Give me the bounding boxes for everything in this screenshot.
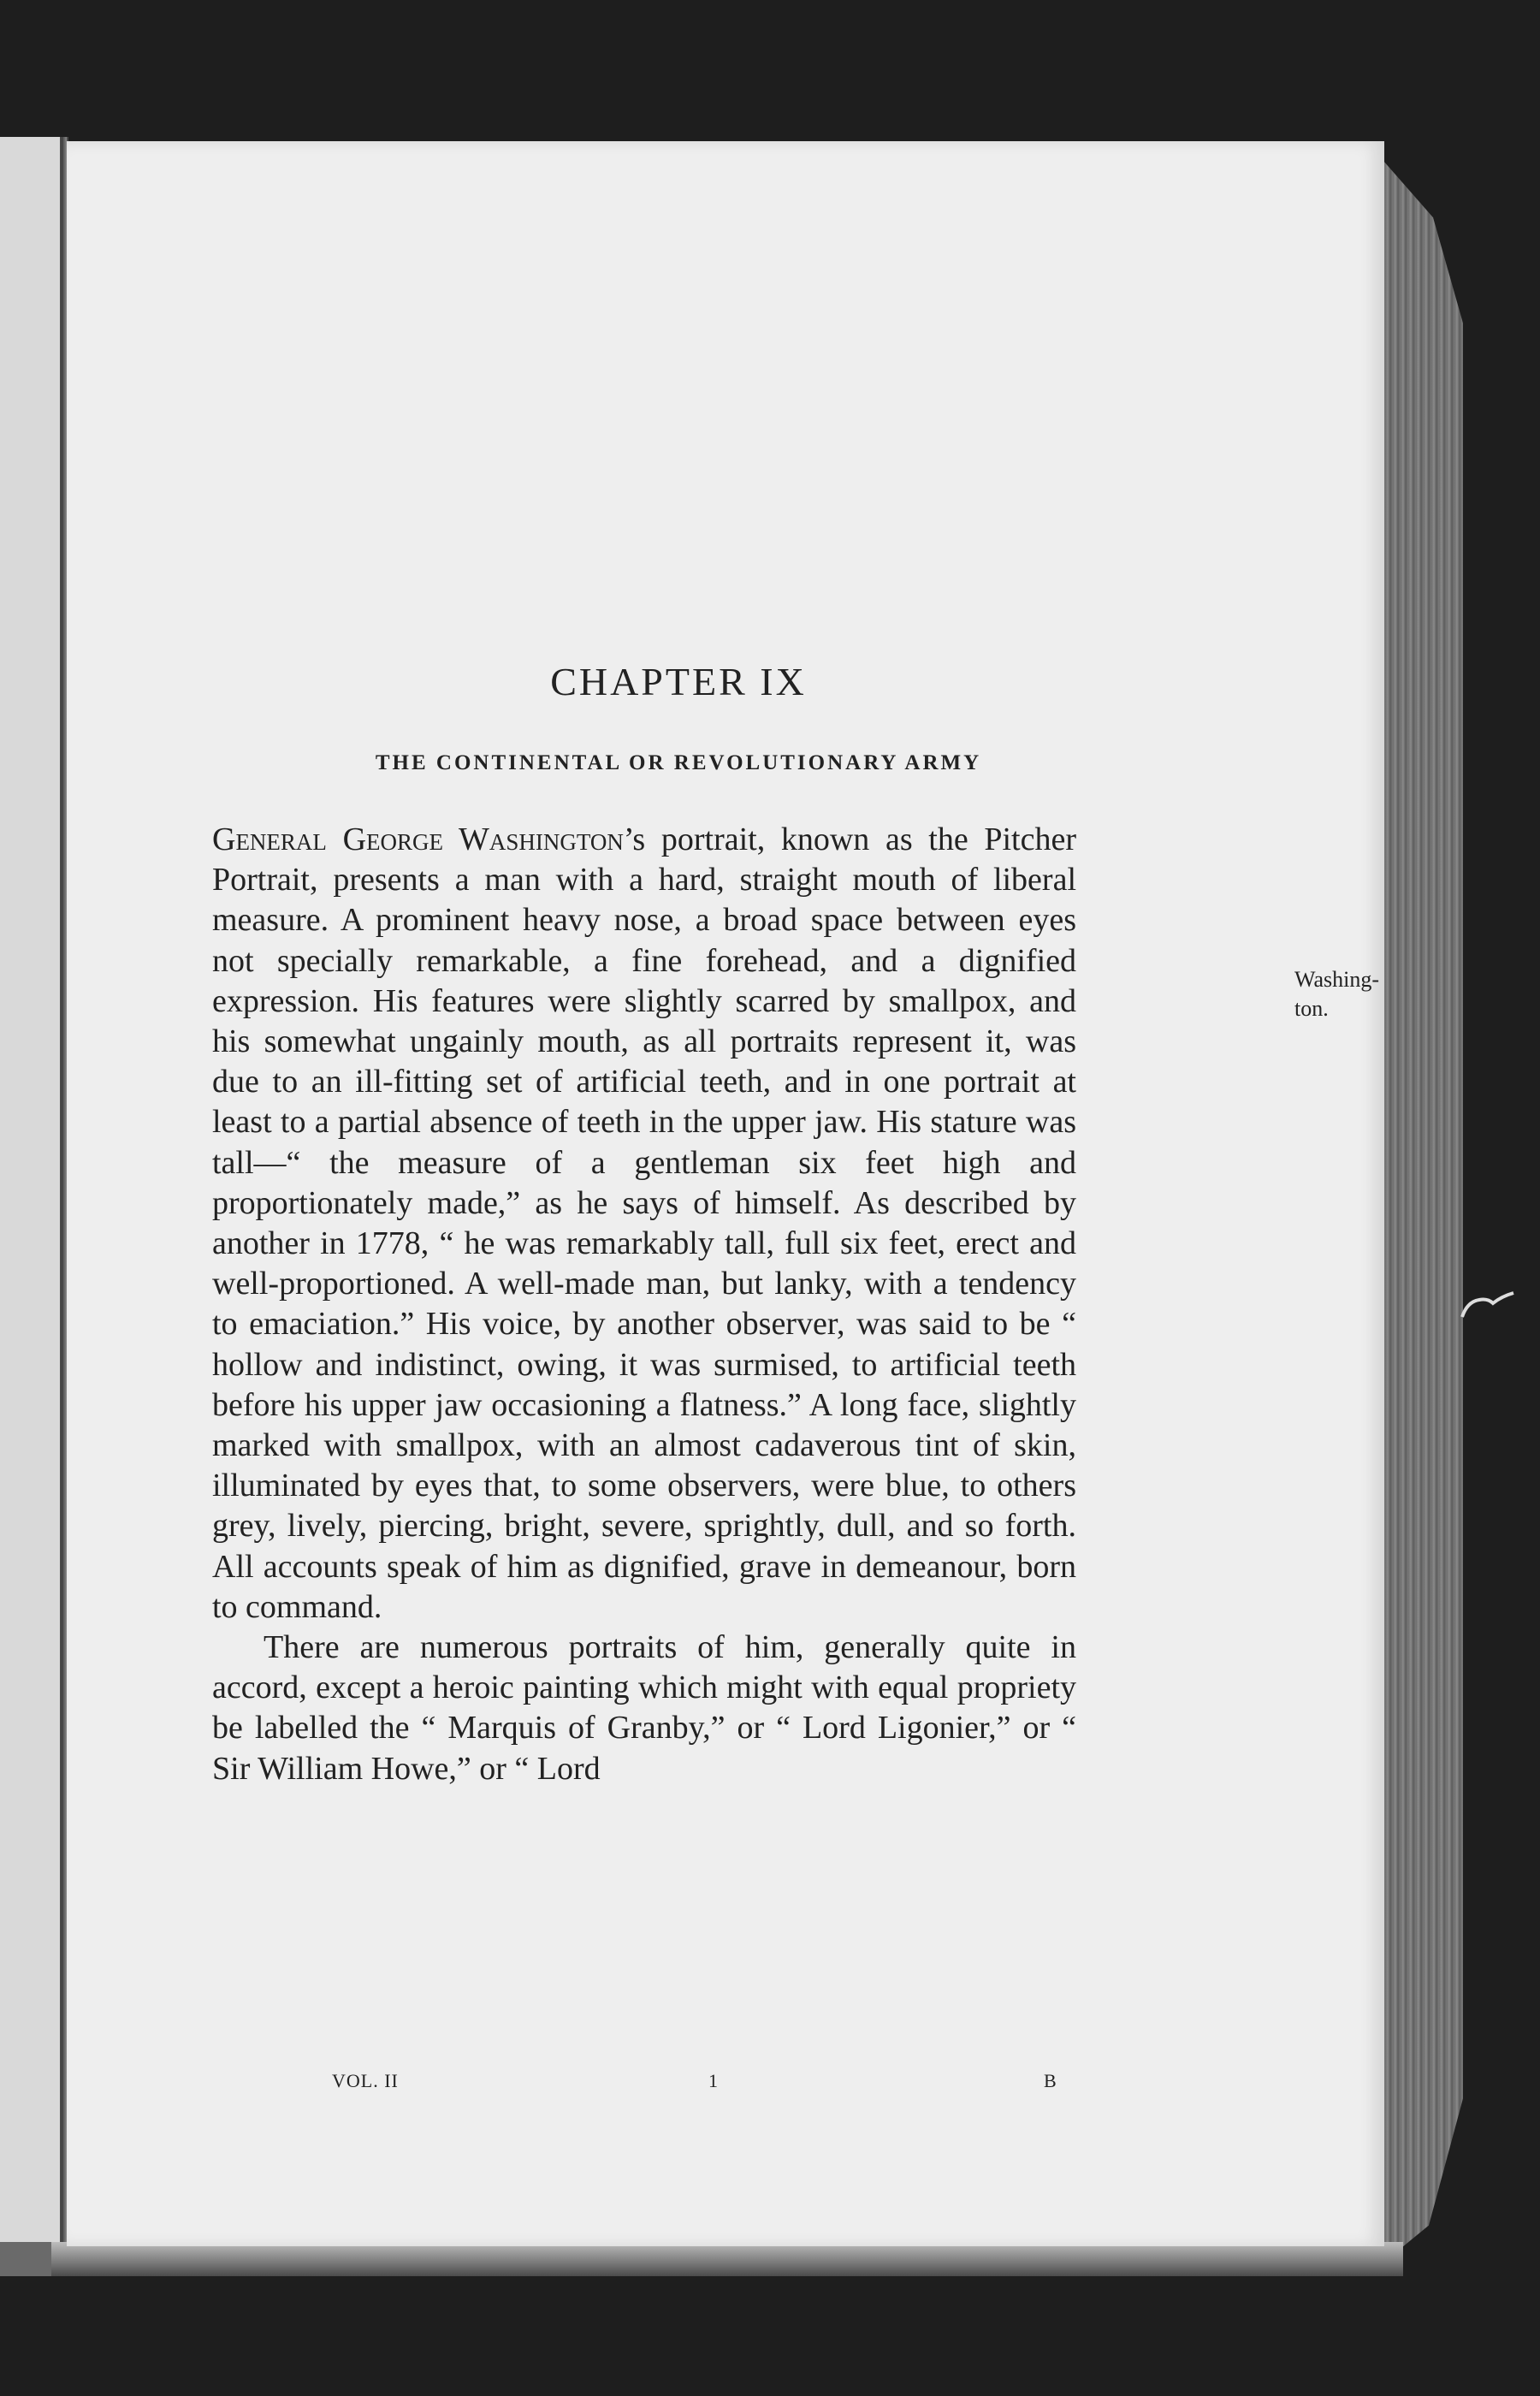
opening-smallcaps: General George Washington bbox=[212, 821, 624, 857]
marginal-note-line-2: ton. bbox=[1294, 996, 1329, 1021]
signature-mark: B bbox=[1044, 2070, 1057, 2091]
book-bottom-edge bbox=[51, 2242, 1403, 2276]
chapter-title: CHAPTER IX bbox=[550, 660, 807, 703]
marginal-note-line-1: Washing- bbox=[1294, 967, 1379, 992]
marginal-note bbox=[1294, 965, 1423, 1023]
paragraph-1-text: ’s portrait, known as the Pitcher Portrait, presents a man with a hard, straight mouth of liberal measure. A prominent heavy nose, a broad space between eyes not specially remarkable, a fine forehead, and a dignified expression. His features were slightly scarred by smallpox, and his somewhat ungainly mouth, as all portraits represent it, was due to an ill-fitting set of artificial teeth, and in one portrait at least to a partial absence of teeth in the upper jaw. His stature was tall—“ the measure of a gentleman six feet high and proportionately made,” as he says of himself. As described by another in 1778, “ he was remarkably tall, full six feet, erect and well-proportioned. A well-made man, but lanky, with a tendency to emaciation.” His voice, by another observer, was said to be “ hollow and indistinct, owing, it was surmised, to artificial teeth before his upper jaw occasioning a flatness.” A long face, slightly marked with smallpox, with an almost cadaverous tint of skin, illuminated by eyes that, to some observers, were blue, to others grey, lively, piercing, bright, severe, sprightly, dull, and so forth. All accounts speak of him as dignified, grave in demeanour, born to command. bbox=[212, 821, 1076, 1625]
paragraph-1 bbox=[212, 820, 1076, 1628]
book-fore-edge bbox=[1377, 154, 1463, 2268]
stray-margin-mark bbox=[1459, 1288, 1519, 1322]
chapter-subtitle: THE CONTINENTAL OR REVOLUTIONARY ARMY bbox=[375, 751, 982, 774]
volume-label: VOL. II bbox=[332, 2070, 399, 2091]
left-page-edge bbox=[0, 137, 68, 2251]
paragraph-2: There are numerous portraits of him, generally quite in accord, except a heroic painting which might with equal propriety be labelled the “ Marquis of Granby,” or “ Lord Ligonier,” or “ Sir William Howe,” or “ Lord bbox=[212, 1629, 1076, 1787]
body-text bbox=[212, 820, 1076, 1789]
page-number: 1 bbox=[708, 2070, 719, 2091]
book-page bbox=[67, 141, 1384, 2246]
page-content bbox=[212, 141, 1379, 2246]
